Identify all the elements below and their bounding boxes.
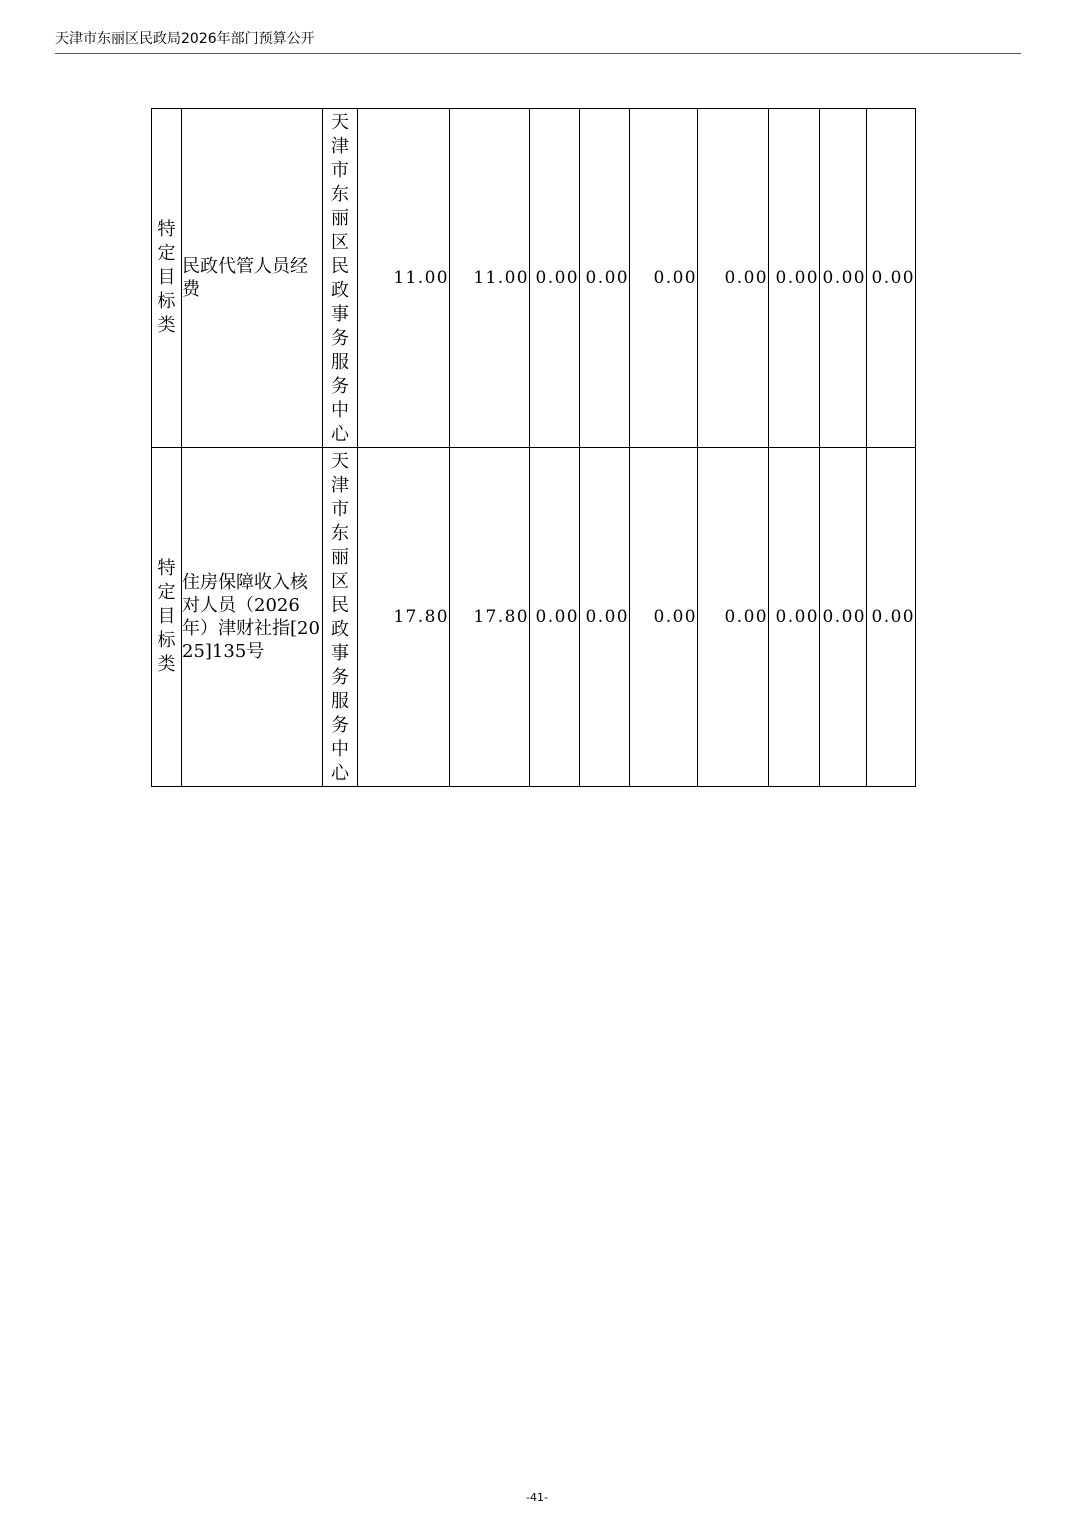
project-budget-table — [151, 108, 916, 787]
value-cell: 0.00 — [630, 448, 698, 787]
value-cell: 0.00 — [867, 448, 916, 787]
value-cell: 0.00 — [698, 109, 769, 448]
project-name-cell: 民政代管人员经费 — [182, 109, 323, 448]
category-cell: 特定目标类 — [152, 109, 182, 448]
project-name-cell: 住房保障收入核对人员（2026年）津财社指[2025]135号 — [182, 448, 323, 787]
value-cell: 0.00 — [769, 109, 820, 448]
category-cell: 特定目标类 — [152, 448, 182, 787]
value-cell: 0.00 — [698, 448, 769, 787]
value-cell: 17.80 — [358, 448, 450, 787]
table-row — [152, 109, 916, 448]
unit-cell: 天津市东丽区民政事务服务中心 — [323, 448, 358, 787]
table-row — [152, 448, 916, 787]
value-cell: 0.00 — [580, 109, 630, 448]
value-cell: 0.00 — [820, 109, 867, 448]
page-number: -41- — [526, 1491, 548, 1504]
header-divider — [55, 53, 1021, 54]
value-cell: 0.00 — [580, 448, 630, 787]
value-cell: 0.00 — [820, 448, 867, 787]
unit-cell: 天津市东丽区民政事务服务中心 — [323, 109, 358, 448]
value-cell: 11.00 — [450, 109, 530, 448]
value-cell: 0.00 — [769, 448, 820, 787]
value-cell: 11.00 — [358, 109, 450, 448]
page-header-title: 天津市东丽区民政局2026年部门预算公开 — [55, 31, 315, 47]
value-cell: 0.00 — [530, 448, 580, 787]
value-cell: 17.80 — [450, 448, 530, 787]
value-cell: 0.00 — [630, 109, 698, 448]
value-cell: 0.00 — [867, 109, 916, 448]
value-cell: 0.00 — [530, 109, 580, 448]
